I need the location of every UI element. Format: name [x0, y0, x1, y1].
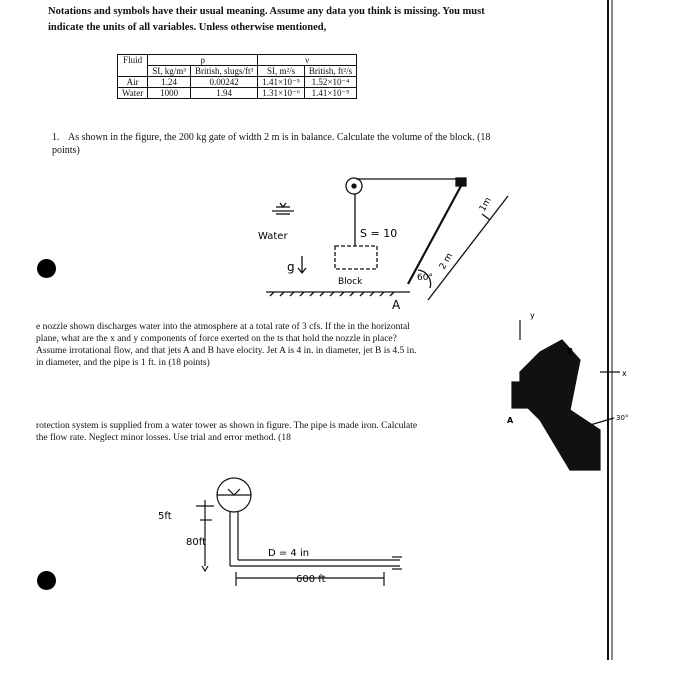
table-cell: 1.41×10⁻⁵ — [304, 88, 356, 99]
specific-gravity-label: S = 10 — [360, 227, 398, 240]
table-cell: 1.41×10⁻⁵ — [258, 77, 305, 88]
gravity-label: g — [287, 260, 295, 274]
question-3-text: rotection system is supplied from a water tower as shown in figure. The pipe is made iron. Calculate the flow rate. Neglect minor losses. Use trial and error method. (18 — [36, 421, 418, 443]
pipe-length-label: 600 ft — [296, 574, 326, 585]
table-cell-fluid: Air — [118, 77, 148, 88]
table-cell-fluid: Water — [118, 88, 148, 99]
table-header-fluid: Fluid — [118, 55, 148, 77]
water-tower-figure — [196, 478, 402, 586]
height-80ft-label: 80ft — [186, 537, 206, 548]
table-col-nu-si: SI, m²/s — [258, 66, 305, 77]
table-col-rho-si: SI, kg/m³ — [148, 66, 191, 77]
table-cell: 0.00242 — [190, 77, 257, 88]
question-1-number: 1. — [52, 132, 60, 143]
y-axis-label: y — [530, 311, 535, 320]
table-cell: 1.52×10⁻⁴ — [304, 77, 356, 88]
angle-label: 60° — [417, 273, 433, 283]
gate-length-2m-label: 2 m — [437, 251, 456, 272]
intro-text: Notations and symbols have their usual meaning. Assume any data you think is missing. You must indicate the units of all variables. Unless otherwise mentioned, — [48, 6, 485, 33]
table-header-rho: ρ — [148, 55, 258, 66]
block-label: Block — [338, 277, 363, 287]
diameter-label: D = 4 in — [268, 548, 310, 559]
nozzle-figure — [512, 320, 620, 470]
table-col-nu-british: British, ft²/s — [304, 66, 356, 77]
jet-a-label: A — [507, 416, 514, 425]
jet-b-label: B — [567, 347, 574, 356]
x-axis-label: x — [622, 369, 627, 378]
angle-30-label: 30° — [616, 414, 629, 422]
water-label: Water — [258, 231, 288, 242]
table-col-rho-british: British, slugs/ft³ — [190, 66, 257, 77]
gate-length-1m-label: 1m — [477, 195, 494, 214]
question-2-text: e nozzle shown discharges water into the atmosphere at a total rate of 3 cfs. If the in the horizontal plane, what are the x and y components of force exerted on the ts that hold the nozzle in place? Assume irrotational flow, and that jets A and B have elocity. Jet A is 4 in. in diameter, jet B is 4.5 in. in diameter, and the pipe is 1 ft. in (18 points) — [36, 322, 417, 368]
table-cell: 1.24 — [148, 77, 191, 88]
table-cell: 1.31×10⁻⁶ — [258, 88, 305, 99]
question-1-text: As shown in the figure, the 200 kg gate of width 2 m is in balance. Calculate the volume of the block. (18 points) — [52, 132, 491, 156]
hinge-label: A — [392, 298, 401, 312]
table-cell: 1000 — [148, 88, 191, 99]
table-cell: 1.94 — [190, 88, 257, 99]
height-5ft-label: 5ft — [158, 511, 172, 522]
table-header-nu: ν — [258, 55, 357, 66]
